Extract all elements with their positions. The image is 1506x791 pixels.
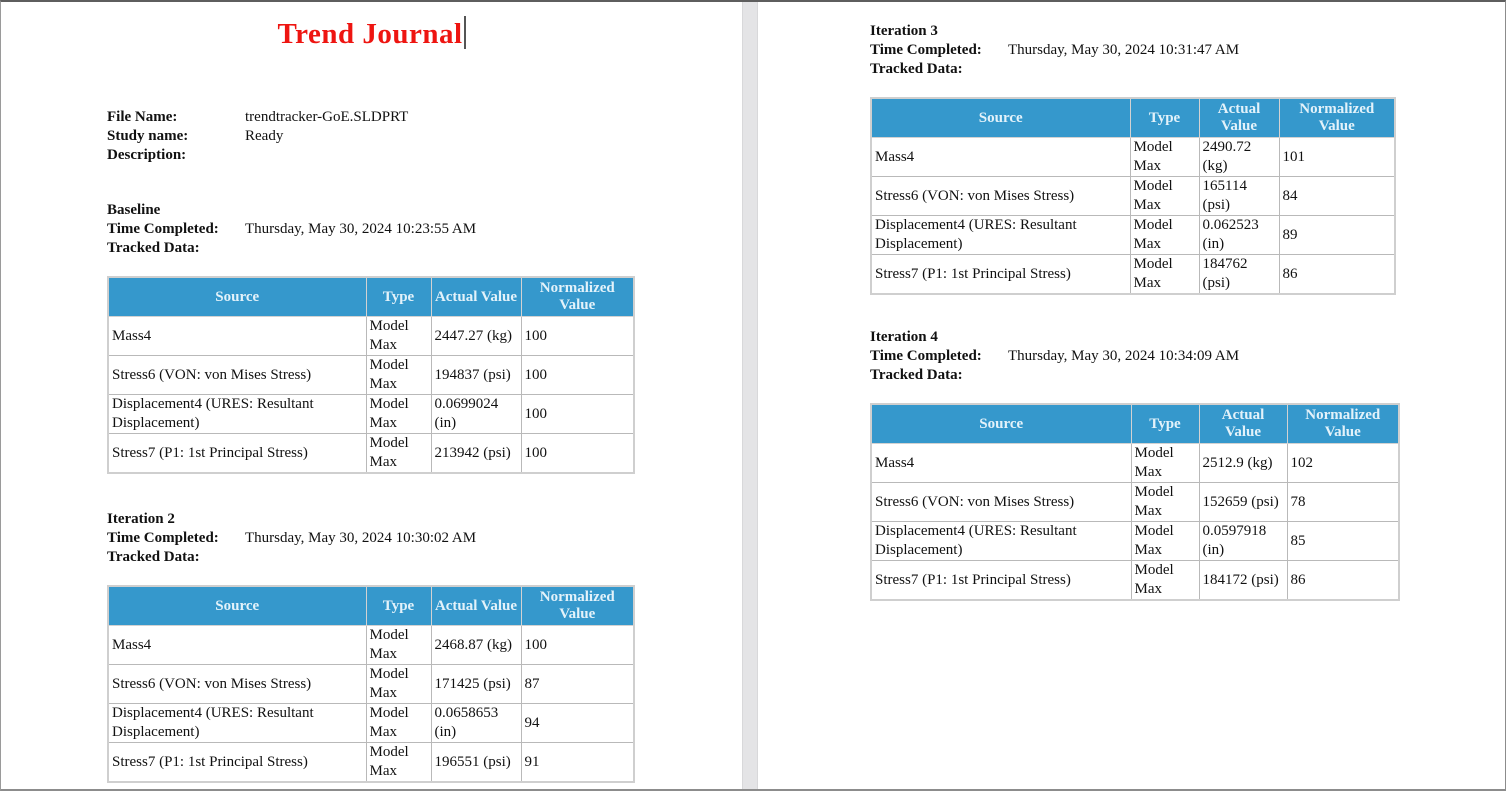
cell-source: Stress7 (P1: 1st Principal Stress) — [871, 561, 1131, 601]
table-row — [871, 561, 1399, 601]
table-row — [871, 444, 1399, 483]
table-row — [871, 138, 1395, 177]
section-title: Iteration 3 — [870, 23, 938, 39]
table-row — [871, 522, 1399, 561]
cell-source: Displacement4 (URES: Resultant Displacement) — [871, 522, 1131, 561]
file-name-value: trendtracker-GoE.SLDPRT — [245, 109, 409, 125]
cell-normalized-value: 86 — [1279, 255, 1395, 295]
cell-type: Model Max — [366, 395, 431, 434]
tracked-data-label: Tracked Data: — [107, 549, 200, 565]
cell-source: Stress6 (VON: von Mises Stress) — [108, 356, 366, 395]
cell-type: Model Max — [1130, 138, 1199, 177]
document-page-right[interactable] — [758, 2, 1505, 789]
section-title: Baseline — [107, 202, 161, 218]
cell-normalized-value: 101 — [1279, 138, 1395, 177]
cell-actual-value: 171425 (psi) — [431, 665, 521, 704]
cell-normalized-value: 78 — [1287, 483, 1399, 522]
cell-source: Stress6 (VON: von Mises Stress) — [871, 177, 1130, 216]
study-name-label: Study name: — [107, 128, 189, 144]
cell-actual-value: 2512.9 (kg) — [1199, 444, 1287, 483]
table-row — [871, 255, 1395, 295]
cell-source: Stress6 (VON: von Mises Stress) — [108, 665, 366, 704]
table-header-row — [108, 277, 634, 317]
cell-source: Mass4 — [871, 138, 1130, 177]
col-header-source: Source — [108, 277, 366, 317]
tracked-data-label: Tracked Data: — [107, 240, 200, 256]
col-header-type: Type — [1130, 98, 1199, 138]
cell-actual-value: 152659 (psi) — [1199, 483, 1287, 522]
col-header-actual-value: Actual Value — [431, 277, 521, 317]
cell-actual-value: 0.0597918 (in) — [1199, 522, 1287, 561]
col-header-actual-value: Actual Value — [1199, 404, 1287, 444]
section-title: Iteration 2 — [107, 511, 175, 527]
cell-source: Displacement4 (URES: Resultant Displacement) — [871, 216, 1130, 255]
cell-normalized-value: 100 — [521, 626, 634, 665]
cell-source: Stress6 (VON: von Mises Stress) — [871, 483, 1131, 522]
table-row — [108, 743, 634, 783]
cell-actual-value: 184172 (psi) — [1199, 561, 1287, 601]
col-header-normalized-value: Normalized Value — [1279, 98, 1395, 138]
cell-type: Model Max — [366, 317, 431, 356]
cell-type: Model Max — [1130, 177, 1199, 216]
table-row — [108, 626, 634, 665]
cell-type: Model Max — [1131, 483, 1199, 522]
cell-actual-value: 2468.87 (kg) — [431, 626, 521, 665]
time-completed-value: Thursday, May 30, 2024 10:31:47 AM — [1008, 42, 1240, 58]
table-row — [108, 356, 634, 395]
cell-actual-value: 0.0699024 (in) — [431, 395, 521, 434]
document-page-left[interactable] — [1, 2, 742, 789]
table-header-row — [871, 404, 1399, 444]
cell-actual-value: 196551 (psi) — [431, 743, 521, 783]
cell-type: Model Max — [366, 704, 431, 743]
title-line — [1, 16, 742, 56]
study-name-line — [107, 127, 722, 146]
time-completed-line — [870, 347, 1485, 366]
cell-actual-value: 213942 (psi) — [431, 434, 521, 474]
cell-normalized-value: 94 — [521, 704, 634, 743]
col-header-normalized-value: Normalized Value — [521, 586, 634, 626]
description-label: Description: — [107, 147, 187, 163]
file-name-label: File Name: — [107, 109, 178, 125]
table-header-row — [871, 98, 1395, 138]
time-completed-line — [107, 220, 722, 239]
cell-normalized-value: 87 — [521, 665, 634, 704]
col-header-type: Type — [366, 586, 431, 626]
cell-type: Model Max — [1130, 216, 1199, 255]
cell-normalized-value: 86 — [1287, 561, 1399, 601]
cell-normalized-value: 100 — [521, 395, 634, 434]
cell-source: Mass4 — [108, 317, 366, 356]
cell-source: Displacement4 (URES: Resultant Displacement) — [108, 704, 366, 743]
col-header-source: Source — [871, 98, 1130, 138]
tracked-data-table-iteration-4 — [870, 403, 1400, 601]
cell-normalized-value: 91 — [521, 743, 634, 783]
cell-type: Model Max — [1130, 255, 1199, 295]
cell-normalized-value: 100 — [521, 434, 634, 474]
tracked-data-table-iteration-2 — [107, 585, 635, 783]
cell-source: Displacement4 (URES: Resultant Displacement) — [108, 395, 366, 434]
cell-type: Model Max — [366, 356, 431, 395]
col-header-type: Type — [1131, 404, 1199, 444]
cell-source: Stress7 (P1: 1st Principal Stress) — [871, 255, 1130, 295]
text-cursor — [464, 16, 466, 49]
file-name-line — [107, 108, 722, 127]
file-meta-block — [107, 108, 722, 165]
cell-actual-value: 184762 (psi) — [1199, 255, 1279, 295]
section-iteration-2 — [107, 510, 722, 783]
page-gutter — [742, 2, 758, 789]
table-row — [108, 317, 634, 356]
time-completed-value: Thursday, May 30, 2024 10:34:09 AM — [1008, 348, 1240, 364]
cell-source: Mass4 — [871, 444, 1131, 483]
table-row — [108, 704, 634, 743]
document-title[interactable]: Trend Journal — [277, 18, 463, 50]
cell-actual-value: 194837 (psi) — [431, 356, 521, 395]
time-completed-line — [870, 41, 1485, 60]
table-row — [871, 177, 1395, 216]
table-row — [871, 483, 1399, 522]
time-completed-value: Thursday, May 30, 2024 10:23:55 AM — [245, 221, 477, 237]
section-baseline — [107, 201, 722, 474]
cell-actual-value: 0.062523 (in) — [1199, 216, 1279, 255]
section-iteration-3 — [870, 22, 1485, 295]
cell-normalized-value: 100 — [521, 356, 634, 395]
table-header-row — [108, 586, 634, 626]
description-line — [107, 146, 722, 165]
cell-source: Stress7 (P1: 1st Principal Stress) — [108, 743, 366, 783]
col-header-normalized-value: Normalized Value — [1287, 404, 1399, 444]
cell-normalized-value: 102 — [1287, 444, 1399, 483]
cell-type: Model Max — [1131, 522, 1199, 561]
cell-actual-value: 0.0658653 (in) — [431, 704, 521, 743]
table-row — [871, 216, 1395, 255]
cell-type: Model Max — [366, 626, 431, 665]
tracked-data-table-baseline — [107, 276, 635, 474]
tracked-data-table-iteration-3 — [870, 97, 1396, 295]
time-completed-label: Time Completed: — [107, 221, 219, 237]
cell-type: Model Max — [1131, 561, 1199, 601]
cell-normalized-value: 85 — [1287, 522, 1399, 561]
time-completed-value: Thursday, May 30, 2024 10:30:02 AM — [245, 530, 477, 546]
cell-actual-value: 165114 (psi) — [1199, 177, 1279, 216]
time-completed-line — [107, 529, 722, 548]
section-iteration-4 — [870, 328, 1485, 601]
cell-normalized-value: 89 — [1279, 216, 1395, 255]
cell-type: Model Max — [366, 434, 431, 474]
col-header-type: Type — [366, 277, 431, 317]
tracked-data-label: Tracked Data: — [870, 367, 963, 383]
cell-normalized-value: 100 — [521, 317, 634, 356]
cell-type: Model Max — [366, 665, 431, 704]
tracked-data-label: Tracked Data: — [870, 61, 963, 77]
cell-actual-value: 2490.72 (kg) — [1199, 138, 1279, 177]
study-name-value: Ready — [245, 128, 284, 144]
time-completed-label: Time Completed: — [107, 530, 219, 546]
cell-source: Stress7 (P1: 1st Principal Stress) — [108, 434, 366, 474]
time-completed-label: Time Completed: — [870, 42, 982, 58]
col-header-source: Source — [871, 404, 1131, 444]
time-completed-label: Time Completed: — [870, 348, 982, 364]
col-header-actual-value: Actual Value — [431, 586, 521, 626]
cell-source: Mass4 — [108, 626, 366, 665]
cell-normalized-value: 84 — [1279, 177, 1395, 216]
table-row — [108, 395, 634, 434]
col-header-normalized-value: Normalized Value — [521, 277, 634, 317]
table-row — [108, 434, 634, 474]
table-row — [108, 665, 634, 704]
cell-actual-value: 2447.27 (kg) — [431, 317, 521, 356]
cell-type: Model Max — [366, 743, 431, 783]
col-header-actual-value: Actual Value — [1199, 98, 1279, 138]
section-title: Iteration 4 — [870, 329, 938, 345]
col-header-source: Source — [108, 586, 366, 626]
cell-type: Model Max — [1131, 444, 1199, 483]
